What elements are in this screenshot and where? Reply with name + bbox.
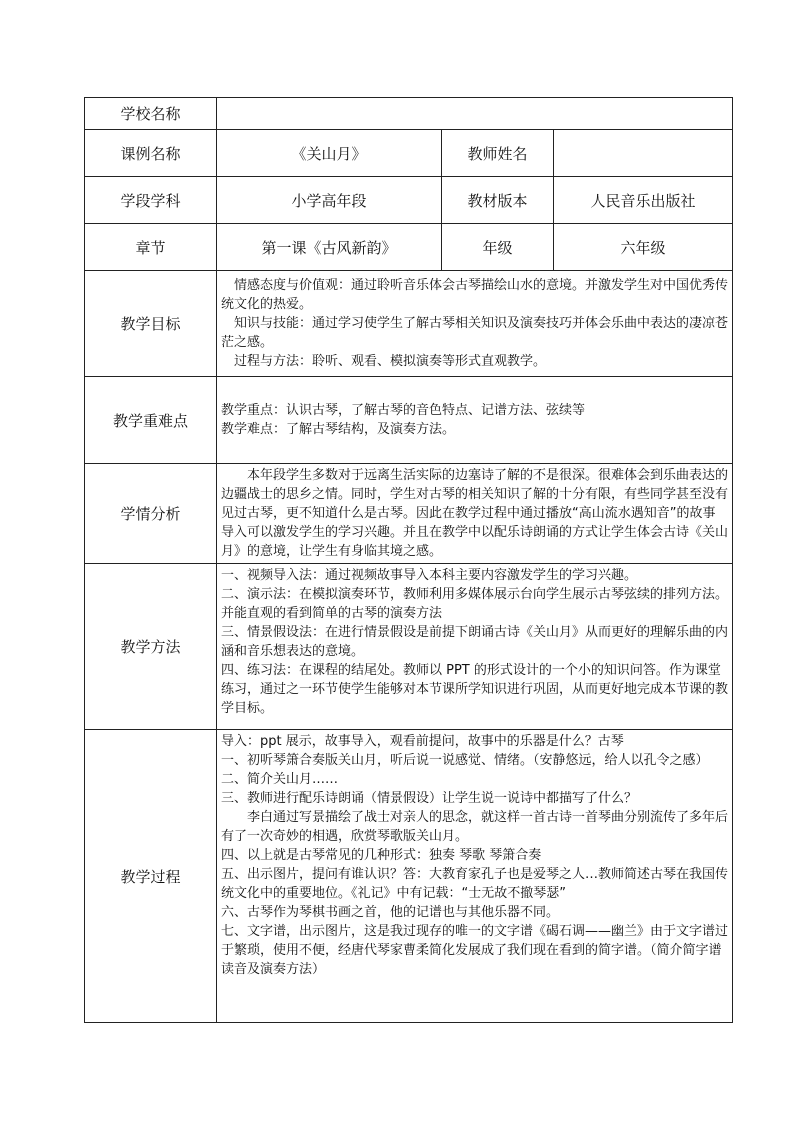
lesson-plan-table	[84, 97, 733, 1023]
teacher-value	[554, 130, 733, 177]
process-line: 一、初听琴箫合奏版关山月，听后说一说感觉、情绪。（安静悠远，给人以孔令之感）	[221, 753, 709, 768]
row-process	[85, 730, 733, 1023]
row-keypoints	[85, 377, 733, 464]
analysis-text: 本年段学生多数对于远离生活实际的边塞诗了解的不是很深。很难体会到乐曲表达的边疆战士的思乡之情。同时，学生对古琴的相关知识了解的十分有限，有些同学甚至没有见过古琴，更不知道什么是古琴。因此在教学过程中通过播放“高山流水遇知音”的故事导入可以激发学生的学习兴趣。并且在教学中以配乐诗朗诵的方式让学生体会古诗《关山月》的意境，让学生有身临其境之感。	[221, 468, 729, 559]
process-line: 三、教师进行配乐诗朗诵（情景假设）让学生说一说诗中都描写了什么？	[221, 791, 638, 806]
row-stage	[85, 177, 733, 224]
process-content	[217, 730, 733, 1023]
course-value: 《关山月》	[217, 130, 442, 177]
keypoints-label: 教学重难点	[85, 377, 217, 464]
row-school	[85, 98, 733, 130]
process-line: 七、文字谱，出示图片，这是我过现存的唯一的文字谱《碣石调——幽兰》由于文字谱过于繁琐，使用不便，经唐代琴家曹柔简化发展成了我们现在看到的简字谱。（简介简字谱读音及演奏方法）	[221, 924, 729, 977]
process-line: 四、以上就是古琴常见的几种形式：独奏 琴歌 琴箫合奏	[221, 848, 542, 863]
methods-line: 二、演示法：在模拟演奏环节，教师利用多媒体展示台向学生展示古琴弦续的排列方法。并能直观的看到简单的古琴的演奏方法	[221, 587, 729, 621]
school-value	[217, 98, 733, 130]
methods-line: 三、情景假设法：在进行情景假设是前提下朗诵古诗《关山月》从而更好的理解乐曲的内涵和音乐想表达的意境。	[221, 625, 729, 659]
process-line: 二、简介关山月……	[221, 772, 339, 787]
school-label: 学校名称	[85, 98, 217, 130]
analysis-label: 学情分析	[85, 464, 217, 564]
process-label: 教学过程	[85, 730, 217, 1023]
goals-line: 情感态度与价值观：通过聆听音乐体会古琴描绘山水的意境。并激发学生对中国优秀传统文化的热爱。	[221, 278, 729, 312]
row-chapter	[85, 224, 733, 271]
process-line: 李白通过写景描绘了战士对亲人的思念，就这样一首古诗一首琴曲分别流传了多年后有了一次奇妙的相遇，欣赏琴歌版关山月。	[221, 810, 729, 844]
goals-label: 教学目标	[85, 271, 217, 377]
teacher-label: 教师姓名	[442, 130, 554, 177]
keypoints-line: 教学重点：认识古琴，了解古琴的音色特点、记谱方法、弦续等	[221, 403, 586, 418]
process-line: 导入：ppt 展示，故事导入，观看前提问，故事中的乐器是什么？古琴	[221, 734, 624, 749]
grade-value: 六年级	[554, 224, 733, 271]
stage-label: 学段学科	[85, 177, 217, 224]
row-course	[85, 130, 733, 177]
course-label: 课例名称	[85, 130, 217, 177]
methods-line: 四、练习法：在课程的结尾处。教师以 PPT 的形式设计的一个小的知识问答。作为课堂练习，通过之一环节使学生能够对本节课所学知识进行巩固，从而更好地完成本节课的教学目标。	[221, 663, 729, 716]
goals-line: 过程与方法：聆听、观看、模拟演奏等形式直观教学。	[234, 354, 547, 369]
chapter-label: 章节	[85, 224, 217, 271]
textbook-value: 人民音乐出版社	[554, 177, 733, 224]
analysis-content	[217, 464, 733, 564]
chapter-value: 第一课《古风新韵》	[217, 224, 442, 271]
keypoints-line: 教学难点：了解古琴结构，及演奏方法。	[221, 422, 456, 437]
row-goals	[85, 271, 733, 377]
goals-content	[217, 271, 733, 377]
methods-line: 一、视频导入法：通过视频故事导入本科主要内容激发学生的学习兴趣。	[221, 568, 638, 583]
row-analysis	[85, 464, 733, 564]
methods-label: 教学方法	[85, 564, 217, 730]
keypoints-content	[217, 377, 733, 464]
textbook-label: 教材版本	[442, 177, 554, 224]
goals-line: 知识与技能：通过学习使学生了解古琴相关知识及演奏技巧并体会乐曲中表达的凄凉苍茫之感。	[221, 316, 729, 350]
methods-content	[217, 564, 733, 730]
grade-label: 年级	[442, 224, 554, 271]
process-line: 六、古琴作为琴棋书画之首，他的记谱也与其他乐器不同。	[221, 905, 560, 920]
process-line: 五、出示图片，提问有谁认识？答：大教育家孔子也是爱琴之人…教师简述古琴在我国传统文化中的重要地位。《礼记》中有记载：“士无故不撤琴瑟”	[221, 867, 729, 901]
stage-value: 小学高年段	[217, 177, 442, 224]
row-methods	[85, 564, 733, 730]
